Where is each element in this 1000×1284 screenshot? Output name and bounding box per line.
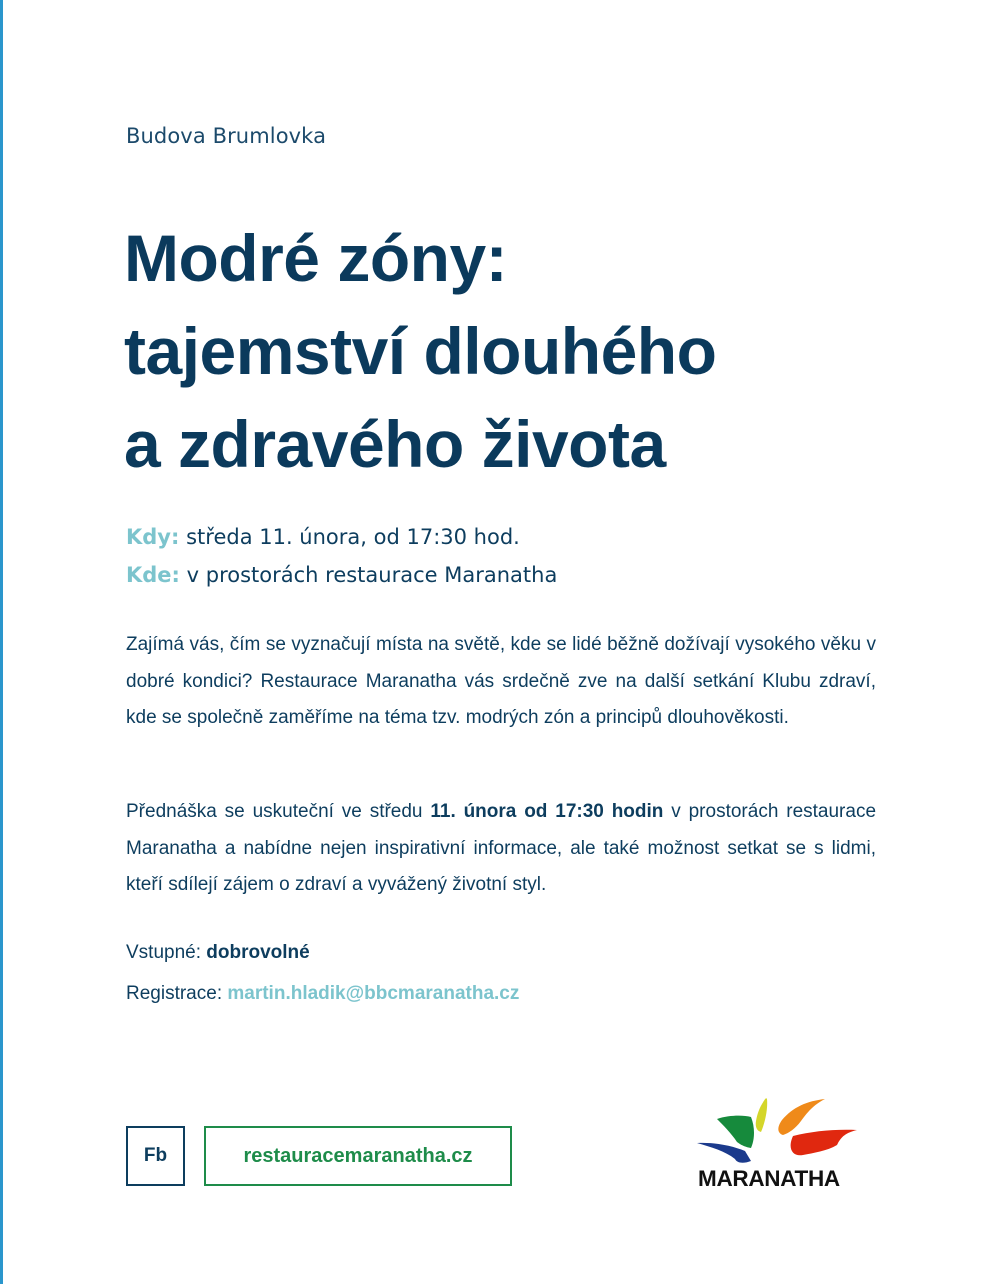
title-line-3: a zdravého života — [124, 407, 666, 481]
registration-label: Registrace: — [126, 983, 228, 1004]
maranatha-logo — [695, 1093, 865, 1193]
where-label: Kde: — [126, 563, 180, 587]
details-text-end: v prostorách restaurace Maranatha a nabídne nejen inspirativní informace, ale také možnost setkat se s lidmi, kteří sdílejí zájem o zdraví a vyvážený životní styl. — [126, 801, 877, 895]
where-value: v prostorách restaurace Maranatha — [186, 563, 558, 587]
entry-value: dobrovolné — [206, 942, 310, 963]
where-row — [126, 556, 557, 594]
entry-row — [126, 932, 519, 973]
when-row — [126, 518, 557, 556]
when-label: Kdy: — [126, 525, 180, 549]
title-line-1: Modré zóny: — [124, 221, 508, 295]
maranatha-leaves-icon — [695, 1093, 865, 1165]
event-meta — [126, 518, 557, 594]
registration-email-link[interactable]: martin.hladik@bbcmaranatha.cz — [227, 983, 520, 1004]
venue-label: Budova Brumlovka — [126, 124, 327, 148]
facebook-button[interactable]: Fb — [126, 1126, 185, 1186]
registration-row — [126, 973, 519, 1014]
details-text-start: Přednáška se uskuteční ve středu — [126, 801, 431, 822]
title-line-2: tajemství dlouhého — [124, 314, 717, 388]
event-info — [126, 932, 519, 1014]
details-datetime: 11. února od 17:30 hodin — [430, 801, 664, 822]
entry-label: Vstupné: — [126, 942, 207, 963]
page-title — [124, 212, 716, 491]
intro-paragraph: Zajímá vás, čím se vyznačují místa na světě, kde se lidé běžně dožívají vysokého věku v dobré kondici? Restaurace Maranatha vás srdečně zve na další setkání Klubu zdraví, kde se společně zaměříme na téma tzv. modrých zón a principů dlouhověkosti. — [126, 634, 876, 728]
left-accent-rule — [0, 0, 3, 1284]
logo-wordmark: MARANATHA — [698, 1166, 840, 1191]
details-paragraph — [126, 794, 876, 904]
when-value: středa 11. února, od 17:30 hod. — [186, 525, 520, 549]
website-button[interactable]: restauracemaranatha.cz — [204, 1126, 512, 1186]
